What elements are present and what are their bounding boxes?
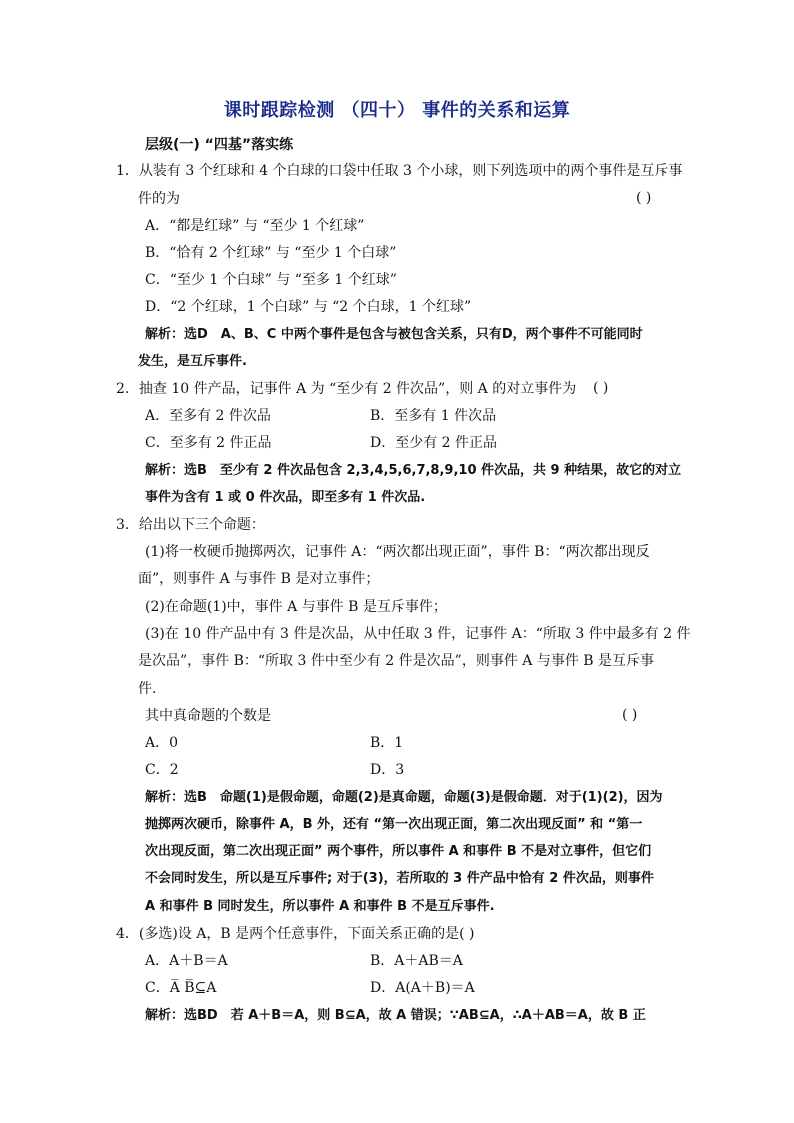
q1-option-c: C．“至少 1 个白球” 与 “至多 1 个红球”: [145, 272, 397, 288]
q1-stem-line1: 1．从装有 3 个红球和 4 个白球的口袋中任取 3 个小球，则下列选项中的两个事件是互斥事: [116, 163, 683, 179]
q3-option-c: C．2: [145, 762, 179, 778]
q3-solution-line2: 抛掷两次硬币，除事件 A，B 外，还有 “第一次出现正面，第二次出现反面” 和 “第一: [145, 817, 643, 832]
q3-option-d: D．3: [370, 762, 405, 778]
q3-prop3-line1: (3)在 10 件产品中有 3 件是次品，从中任取 3 件，记事件 A：“所取 3 件中最多有 2 件: [145, 626, 691, 642]
q2-option-a: A．至多有 2 件次品: [145, 408, 271, 424]
q4-option-a: A．A＋B＝A: [145, 953, 228, 969]
q4-solution-line1: 解析：选BD 若 A＋B＝A，则 B⊆A，故 A 错误；∵AB⊆A，∴A＋AB＝A，故 B 正: [145, 1008, 646, 1023]
q2-option-c: C．至多有 2 件正品: [145, 435, 272, 451]
q4-option-c: C．A̅ B̅⊆A: [145, 980, 217, 996]
q3-prop1-line2: 面”，则事件 A 与事件 B 是对立事件；: [138, 571, 380, 587]
q3-solution-line4: 不会同时发生，所以是互斥事件; 对于(3)，若所取的 3 件产品中恰有 2 件次品，则事件: [145, 871, 654, 886]
q1-solution-line1: 解析：选D A、B、C 中两个事件是包含与被包含关系，只有D，两个事件不可能同时: [145, 327, 643, 342]
q4-option-b: B．A＋AB＝A: [370, 953, 463, 969]
q1-solution-line2: 发生，是互斥事件.: [138, 354, 247, 369]
q2-solution-line1: 解析：选B 至少有 2 件次品包含 2,3,4,5,6,7,8,9,10 件次品，共 9 种结果，故它的对立: [145, 463, 682, 478]
q3-question: 其中真命题的个数是: [145, 708, 271, 724]
q1-option-a: A．“都是红球” 与 “至少 1 个红球”: [145, 218, 365, 234]
q3-option-a: A．0: [145, 735, 179, 751]
q1-option-d: D．“2 个红球，1 个白球” 与 “2 个白球，1 个红球”: [145, 299, 472, 315]
q3-solution-line5: A 和事件 B 同时发生，所以事件 A 和事件 B 不是互斥事件.: [145, 899, 495, 914]
q2-solution-line2: 事件为含有 1 或 0 件次品，即至多有 1 件次品.: [145, 490, 426, 505]
page-title: 课时跟踪检测 （四十） 事件的关系和运算: [223, 100, 571, 121]
q3-stem: 3．给出以下三个命题：: [116, 517, 265, 533]
q3-solution-line3: 次出现反面，第二次出现正面” 两个事件，所以事件 A 和事件 B 不是对立事件，但它们: [145, 844, 652, 859]
q3-option-b: B．1: [370, 735, 404, 751]
q3-prop3-line2: 是次品”，事件 B：“所取 3 件中至少有 2 件是次品”，则事件 A 与事件 B 是互斥事: [138, 653, 655, 669]
section-heading: 层级(一) “四基”落实练: [145, 137, 294, 153]
q3-prop1-line1: (1)将一枚硬币抛掷两次，记事件 A：“两次都出现正面”，事件 B：“两次都出现反: [145, 544, 650, 560]
q4-stem: 4．(多选)设 A，B 是两个任意事件，下面关系正确的是( ): [116, 926, 475, 942]
q1-option-b: B．“恰有 2 个红球” 与 “至少 1 个白球”: [145, 245, 397, 261]
q2-stem: 2．抽查 10 件产品，记事件 A 为 “至少有 2 件次品”，则 A 的对立事件为: [116, 381, 577, 397]
q3-prop2: (2)在命题(1)中，事件 A 与事件 B 是互斥事件；: [145, 599, 447, 615]
q2-answer-blank: ( ): [593, 380, 609, 396]
q1-stem-line2: 件的为: [138, 191, 180, 207]
q3-answer-blank: ( ): [622, 707, 638, 723]
q1-answer-blank: ( ): [636, 190, 652, 206]
q2-option-d: D．至少有 2 件正品: [370, 435, 498, 451]
q2-option-b: B．至多有 1 件次品: [370, 408, 497, 424]
q4-option-d: D．A(A＋B)＝A: [370, 980, 475, 996]
q3-prop3-line3: 件.: [138, 681, 157, 697]
q3-solution-line1: 解析：选B 命题(1)是假命题，命题(2)是真命题，命题(3)是假命题．对于(1)(2)，因为: [145, 790, 663, 805]
